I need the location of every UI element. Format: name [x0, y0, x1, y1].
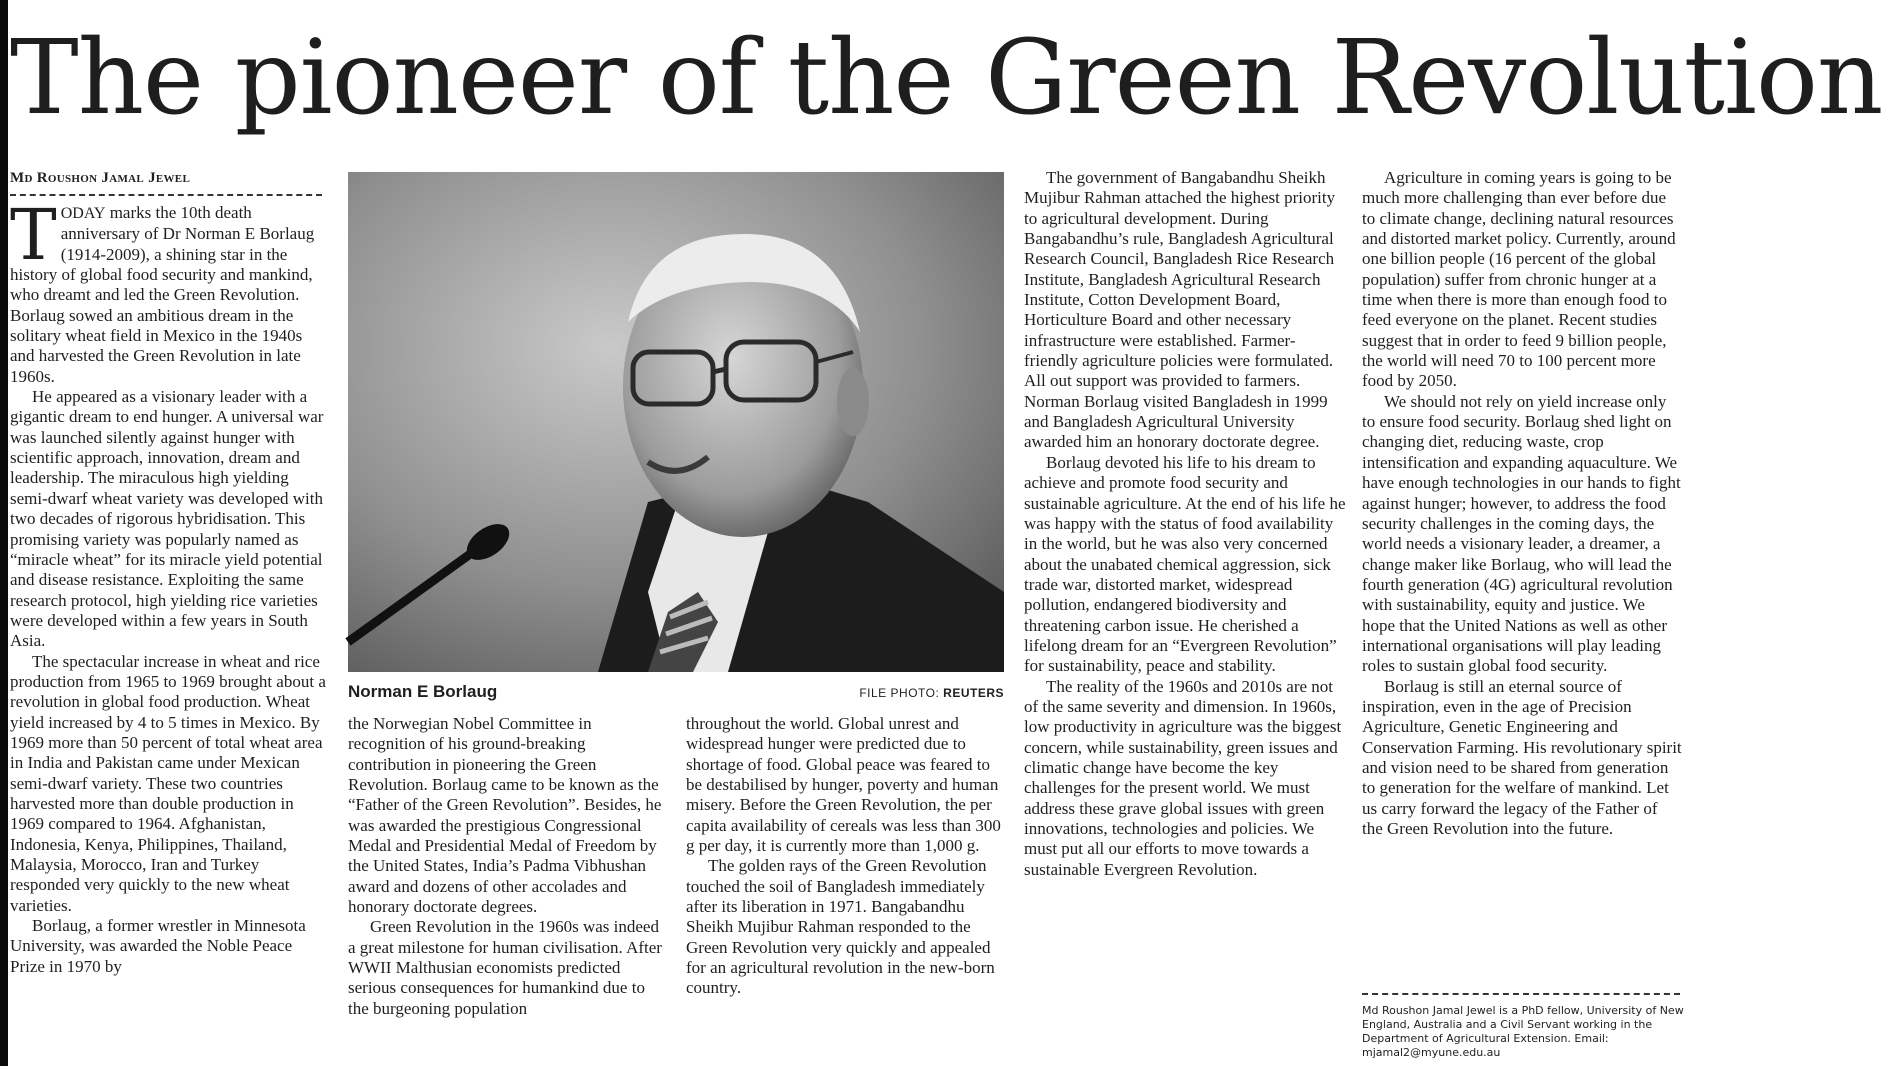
bio-divider	[1362, 993, 1680, 995]
article-column-1	[10, 194, 330, 977]
article-paragraph: TODAY marks the 10th death anniversary of Dr Norman E Borlaug (1914-2009), a shining star in the history of global food security and mankind, who dreamt and led the Green Revolution. Borlaug sowed an ambitious dream in the solitary wheat field in Mexico in the 1940s and harvested the Green Revolution in late 1960s.	[10, 194, 315, 386]
photo-credit: FILE PHOTO: REUTERS	[859, 686, 1004, 700]
photo-caption: Norman E Borlaug	[348, 682, 498, 701]
article-column-4	[1024, 168, 1346, 880]
byline: Md Roushon Jamal Jewel	[10, 170, 191, 186]
article-paragraph: Green Revolution in the 1960s was indeed a great milestone for human civilisation. After WWII Malthusian economists predicted serious consequences for humankind due to the burgeoning population	[348, 917, 662, 1018]
byline-divider	[10, 194, 322, 196]
article-paragraph: Borlaug, a former wrestler in Minnesota University, was awarded the Noble Peace Prize in 1970 by	[10, 916, 306, 976]
lead-word: ODAY	[60, 205, 106, 222]
article-column-3	[686, 714, 1006, 999]
article-paragraph: Borlaug devoted his life to his dream to achieve and promote food security and sustainable agriculture. At the end of his life he was happy with the status of food availability in the world, but he was also very concerned about the unabated chemical aggression, sick trade war, distorted market, widespread pollution, endangered biodiversity and threatening carbon issue. He cherished a lifelong dream for an “Evergreen Revolution” for sustainability, peace and stability.	[1024, 452, 1346, 676]
article-paragraph: throughout the world. Global unrest and widespread hunger were predicted due to shortage of food. Global peace was feared to be destabilised by hunger, poverty and human misery. Before the Green Revolution, the per capita availability of cereals was less than 300 g per day, it is currently more than 1,000 g.	[686, 714, 1001, 856]
article-paragraph: Agriculture in coming years is going to be much more challenging than ever before due to climate change, declining natural resources and distorted market policy. Currently, around one billion people (16 percent of the global population) suffer from chronic hunger at a time when there is more than enough food to feed everyone on the planet. Recent studies suggest that in order to feed 9 billion people, the world will need 70 to 100 percent more food by 2050.	[1362, 168, 1676, 391]
page-edge-bar	[0, 0, 8, 1066]
drop-cap: T	[10, 194, 57, 276]
article-column-5	[1362, 168, 1682, 839]
article-paragraph: He appeared as a visionary leader with a gigantic dream to end hunger. A universal war was launched silently against hunger with scientific approach, innovation, dream and leadership. The miraculous high yielding semi-dwarf wheat variety was developed with two decades of rigorous hybridisation. This promising variety was popularly named as “miracle wheat” for its miracle yield potential and disease resistance. Exploiting the same research protocol, high yielding rice varieties were developed within a few years in South Asia.	[10, 387, 324, 651]
article-paragraph: The reality of the 1960s and 2010s are not of the same severity and dimension. In 1960s, low productivity in agriculture was the biggest concern, while sustainability, green issues and climatic change have become the key challenges for the present world. We must address these grave global issues with green innovations, technologies and policies. We must put all our efforts to move towards a sustainable Evergreen Revolution.	[1024, 676, 1342, 879]
portrait-illustration	[348, 172, 1004, 672]
article-paragraph: the Norwegian Nobel Committee in recognition of his ground-breaking contribution in pioneering the Green Revolution. Borlaug came to be known as the “Father of the Green Revolution”. Besides, he was awarded the prestigious Congressional Medal and Presidential Medal of Freedom by the United States, India’s Padma Vibhushan award and dozens of other accolades and honorary doctorate degrees.	[348, 714, 662, 917]
article-paragraph: The golden rays of the Green Revolution touched the soil of Bangladesh immediately after its liberation in 1971. Bangabandhu Sheikh Mujibur Rahman responded to the Green Revolution very quickly and appealed for an agricultural revolution in the new-born country.	[686, 856, 995, 998]
article-paragraph: The government of Bangabandhu Sheikh Mujibur Rahman attached the highest priority to agricultural development. During Bangabandhu’s rule, Bangladesh Agricultural Research Council, Bangladesh Rice Research Institute, Bangladesh Agricultural Research Institute, Cotton Development Board, Horticulture Board and other necessary infrastructure were established. Farmer-friendly agriculture policies were formulated. All out support was provided to farmers. Norman Borlaug visited Bangladesh in 1999 and Bangladesh Agricultural University awarded him an honorary doctorate degree.	[1024, 168, 1336, 452]
article-paragraph: Borlaug is still an eternal source of inspiration, even in the age of Precision Agriculture, Genetic Engineering and Conservation Farming. His revolutionary spirit and vision need to be shared from generation to generation for the welfare of mankind. Let us carry forward the legacy of the Father of the Green Revolution into the future.	[1362, 676, 1682, 838]
article-column-2	[348, 714, 668, 1019]
portrait-photo	[348, 172, 1004, 672]
headline: The pioneer of the Green Revolution	[10, 18, 1882, 138]
article-paragraph: The spectacular increase in wheat and rice production from 1965 to 1969 brought about a revolution in global food production. Wheat yield increased by 4 to 5 times in Mexico. By 1969 more than 50 percent of total wheat area in India and Pakistan came under Mexican semi-dwarf variety. These two countries harvested more than double production in 1969 compared to 1964. Afghanistan, Indonesia, Kenya, Philippines, Thailand, Malaysia, Morocco, Iran and Turkey responded very quickly to the new wheat varieties.	[10, 651, 326, 915]
author-bio: Md Roushon Jamal Jewel is a PhD fellow, University of New England, Australia and a Civil Servant working in the Department of Agricultural Extension. Email: mjamal2@myune.edu.au	[1362, 1004, 1684, 1059]
article-paragraph: We should not rely on yield increase only to ensure food security. Borlaug shed light on changing diet, reducing waste, crop intensification and expanding aquaculture. We have enough technologies in our hands to fight against hunger; however, to address the food security challenges in the coming days, the world needs a visionary leader, a dreamer, a change maker like Borlaug, who will lead the fourth generation (4G) agricultural revolution with sustainability, equity and justice. We hope that the United Nations as well as other international organisations will play leading roles to sustain global food security.	[1362, 391, 1681, 676]
